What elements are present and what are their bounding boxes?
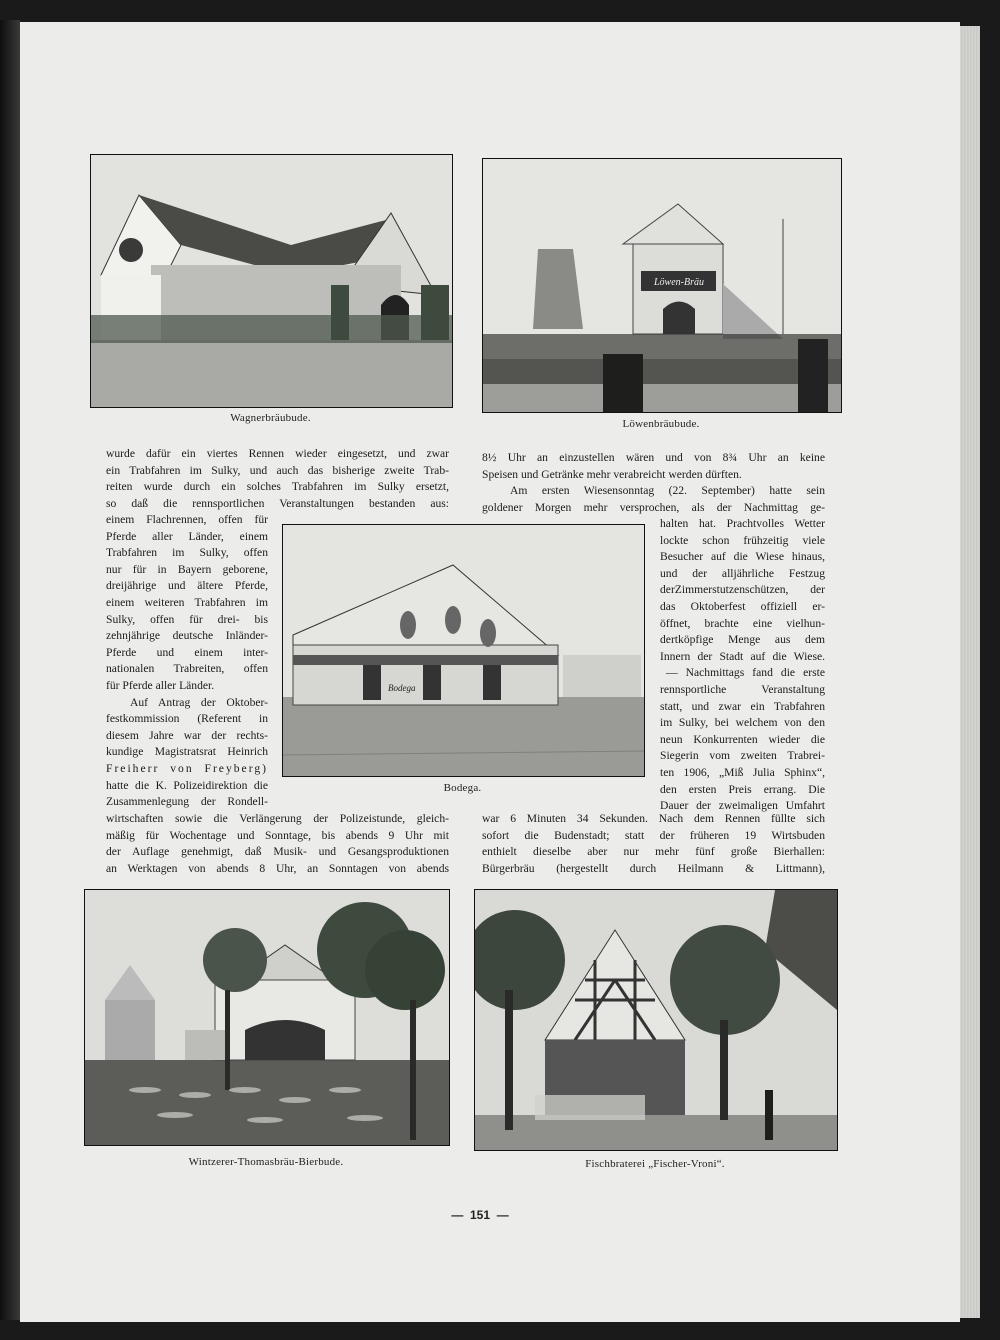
text-line: lockte schon frühzeitig viele — [660, 533, 825, 547]
text-line: derZimmerstutzenschützen, der — [660, 583, 825, 597]
photo-loewenbraeubude — [482, 158, 842, 413]
page-number — [445, 1208, 515, 1222]
text-line: Am ersten Wiesensonntag (22. September) hatte sein — [510, 484, 825, 498]
text-line: goldener Morgen mehr versprochen, als der Nachmittag ge- — [482, 500, 825, 514]
text-line: Pferde und einem inter- — [106, 645, 268, 659]
text-line: nationalen Trabreiten, offen — [106, 662, 268, 676]
timber-house-photo-icon — [475, 890, 837, 1150]
left-column-narrow — [106, 512, 268, 811]
right-column-bottom — [482, 811, 825, 877]
text-line: und der alljährliche Festzug — [660, 566, 825, 580]
text-line: sofort die Budenstadt; statt der früheren 19 Wirtsbuden — [482, 828, 825, 842]
text-line: so daß die rennsportlichen Veranstaltungen bestanden aus: — [106, 496, 449, 510]
text-line: den ersten Preis errang. Die — [660, 782, 825, 796]
text-line: einem Flachrennen, offen für — [106, 513, 268, 526]
text-line: dreijährige und ältere Pferde, — [106, 579, 268, 593]
right-column-top — [482, 450, 825, 516]
left-column-top — [106, 446, 449, 512]
text-line: neun Konkurrenten wieder die — [660, 732, 825, 746]
text-line: wirtschaften sowie die Verlängerung der Polizeistunde, gleich- — [106, 812, 449, 825]
bodega-sign: Bodega — [388, 683, 416, 693]
book-spine-shadow — [0, 20, 20, 1320]
text-line: Siegerin vom zweiten Trabrei- — [660, 749, 825, 763]
text-line: ten 1906, „Miß Julia Sphinx“, — [660, 765, 825, 779]
text-line: Pferde aller Länder, einem — [106, 529, 268, 543]
beer-garden-photo-icon — [85, 890, 449, 1145]
text-line: rennsportliche Veranstaltung — [660, 682, 825, 696]
text-line: 8½ Uhr an einzustellen wären und von 8¾ Uhr an keine — [482, 451, 825, 464]
text-line: statt, und zwar ein Trabfahren — [660, 699, 825, 713]
text-line: war 6 Minuten 34 Sekunden. Nach dem Rennen füllte sich — [482, 812, 825, 825]
caption-bodega: Bodega. — [443, 782, 482, 794]
beer-hall-photo-icon — [283, 525, 644, 776]
photo-bodega — [282, 524, 645, 777]
text-line: Auf Antrag der Oktober- — [130, 695, 268, 709]
beer-hall-photo-icon — [483, 159, 841, 412]
text-line: Bürgerbräu (hergestellt durch Heilmann & Littmann), — [482, 861, 825, 875]
page-number-dash-right: — — [496, 1208, 509, 1222]
text-line: nur für in Bayern geborene, — [106, 562, 268, 576]
text-line: zehnjährige deutsche Inländer- — [106, 629, 268, 643]
text-line: Besucher auf die Wiese hinaus, — [660, 550, 825, 564]
text-line: an Werktagen von abends 8 Uhr, an Sonntagen von abends — [106, 861, 449, 875]
beer-hall-photo-icon — [91, 155, 452, 407]
photo-fischer-vroni — [474, 889, 838, 1151]
caption-loewenbraeubude: Löwenbräubude. — [622, 418, 700, 430]
text-line: Sulky, offen für drei- bis — [106, 612, 268, 626]
page-number-dash-left: — — [451, 1208, 464, 1222]
text-line: im Sulky, bei welchem von den — [660, 716, 825, 730]
text-line: Freiherr von Freyberg) — [106, 761, 268, 775]
text-line: mäßig für Wochentage und Sonntage, bis abends 9 Uhr mit — [106, 828, 449, 842]
book-page — [20, 22, 960, 1322]
photo-wintzerer-thomasbraeu — [84, 889, 450, 1146]
text-line: dertköpfige Menge aus dem — [660, 633, 825, 647]
text-line: festkommission (Referent in — [106, 712, 268, 726]
text-line: Zusammenlegung der Rondell- — [106, 795, 268, 809]
left-column-bottom — [106, 811, 449, 877]
text-line: enthielt dieselbe aber nur mehr fünf große Bierhallen: — [482, 845, 825, 859]
text-line: Speisen und Getränke mehr verabreicht werden dürften. — [482, 467, 742, 481]
text-line: öffnet, brachte eine vielhun- — [660, 616, 825, 630]
text-line: Dauer der zweimaligen Umfahrt — [660, 799, 825, 813]
text-line: hatte die K. Polizeidirektion die — [106, 778, 268, 792]
photo-wagnerbraeubude — [90, 154, 453, 408]
text-line: reiten wurde durch ein solches Trabfahren im Sulky ersetzt, — [106, 480, 449, 494]
text-line: kundige Magistratsrat Heinrich — [106, 745, 268, 759]
text-line: halten hat. Prachtvolles Wetter — [660, 517, 825, 530]
text-line: Trabfahren im Sulky, offen — [106, 546, 268, 560]
text-line: das Oktoberfest offiziell er- — [660, 599, 825, 613]
text-line: einem weiteren Trabfahren im — [106, 595, 268, 609]
right-column-narrow — [660, 516, 825, 815]
text-line: ein Trabfahren im Sulky, und auch das bisherige zweite Trab- — [106, 463, 449, 477]
caption-wagnerbraeubude: Wagnerbräubude. — [230, 412, 311, 424]
text-line: der Auflage genehmigt, daß Musik- und Gesangsproduktionen — [106, 845, 449, 859]
page-number-value: 151 — [469, 1208, 491, 1222]
caption-fischer-vroni: Fischbraterei „Fischer-Vroni“. — [585, 1158, 725, 1170]
text-line: wurde dafür ein viertes Rennen wieder eingesetzt, und zwar — [106, 447, 449, 460]
lowenbrau-sign: Löwen-Bräu — [654, 277, 704, 288]
text-line: für Pferde aller Länder. — [106, 678, 215, 692]
text-line: diesem Jahre war der rechts- — [106, 728, 268, 742]
text-line: Innern der Stadt auf die Wiese. — [660, 649, 825, 663]
caption-wintzerer-thomasbraeu: Wintzerer-Thomasbräu-Bierbude. — [188, 1156, 344, 1168]
text-line: — Nachmittags fand die erste — [666, 666, 825, 680]
